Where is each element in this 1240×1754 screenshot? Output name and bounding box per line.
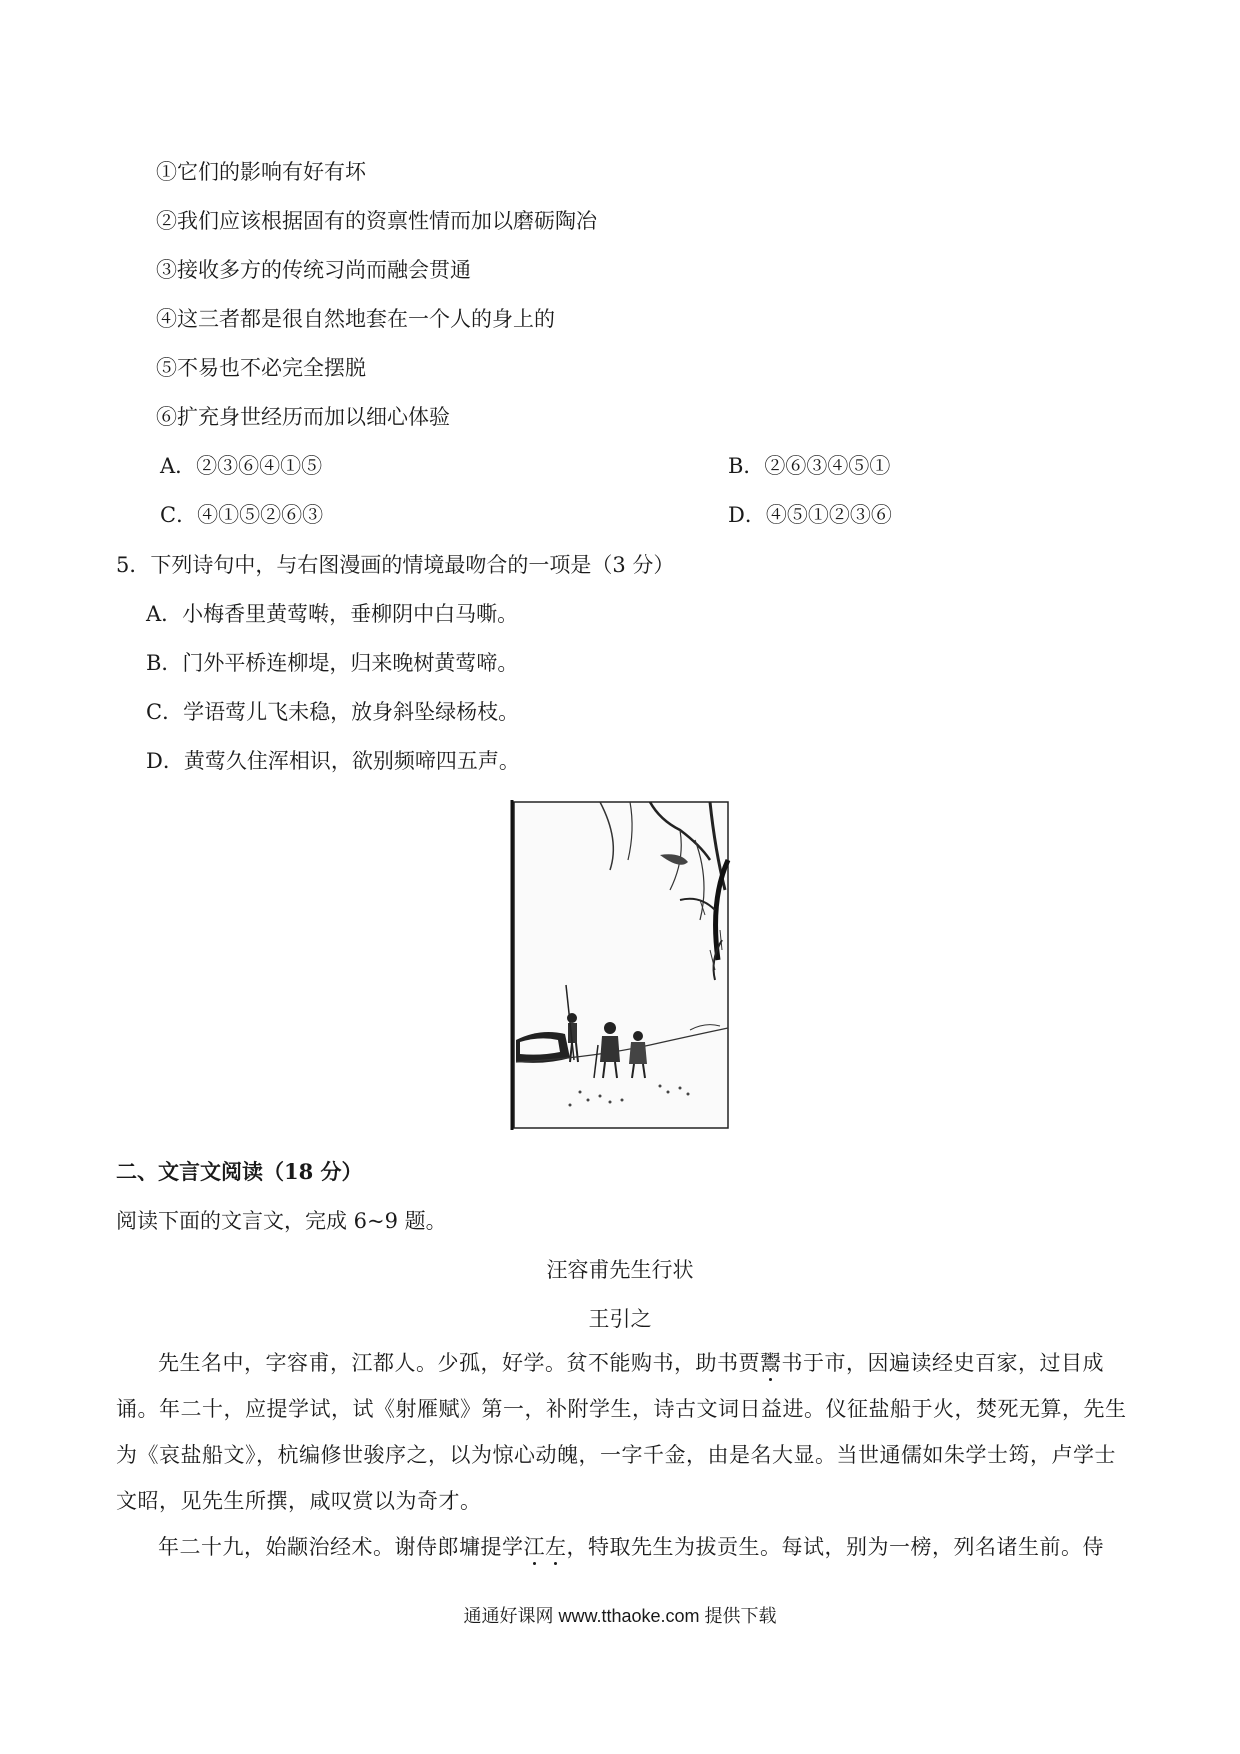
q5-option-c[interactable]: C．学语莺儿飞未稳，放身斜坠绿杨枝。 xyxy=(146,700,520,724)
footer-source: 通通好课网 www.tthaoke.com 提供下载 xyxy=(463,1606,777,1626)
passage-text: 年二十九，始颛治经术。谢侍郎墉提学 xyxy=(158,1535,524,1559)
sentence-item-3: ③接收多方的传统习尚而融会贯通 xyxy=(156,258,471,282)
passage-text: 书于市，因遍读经史百家，过目成诵。年二十，应提学试，试《射雁赋》第一，补附学生，诗古文词日益进。仪征盐船于火，焚死无算，先生为《哀盐船文》，杭编修世骏序之，以为惊心动魄，一字千金，由是名大显。当世通儒如朱学士筠，卢学士文昭，见先生所撰，咸叹赏以为奇才。 xyxy=(116,1351,1127,1513)
sentence-item-4: ④这三者都是很自然地套在一个人的身上的 xyxy=(156,307,555,331)
q5-option-b[interactable]: B．门外平桥连柳堤，归来晚树黄莺啼。 xyxy=(146,651,519,675)
comic-illustration xyxy=(510,800,732,1130)
passage-paragraph-2 xyxy=(116,1524,1134,1570)
q5-stem: 5．下列诗句中，与右图漫画的情境最吻合的一项是（3 分） xyxy=(116,553,675,577)
q4-option-b[interactable]: B．②⑥③④⑤① xyxy=(728,454,891,478)
dotted-char: 左 xyxy=(545,1535,567,1559)
q5-option-d[interactable]: D．黄莺久住浑相识，欲别频啼四五声。 xyxy=(146,749,520,773)
passage-text: 先生名中，字容甫，江都人。少孤，好学。贫不能购书，助书贾 xyxy=(158,1351,760,1375)
sentence-item-6: ⑥扩充身世经历而加以细心体验 xyxy=(156,405,450,429)
dotted-char: 鬻 xyxy=(760,1351,782,1375)
sentence-item-2: ②我们应该根据固有的资禀性情而加以磨砺陶冶 xyxy=(156,209,597,233)
sentence-item-5: ⑤不易也不必完全摆脱 xyxy=(156,356,366,380)
section-instruction: 阅读下面的文言文，完成 6~9 题。 xyxy=(116,1209,447,1233)
dotted-char: 江 xyxy=(523,1535,545,1559)
passage-text: ，特取先生为拔贡生。每试，别为一榜，列名诸生前。侍 xyxy=(566,1535,1104,1559)
passage-title: 汪容甫先生行状 xyxy=(546,1258,694,1282)
passage-author: 王引之 xyxy=(588,1307,652,1331)
q4-option-d[interactable]: D．④⑤①②③⑥ xyxy=(728,503,892,527)
q4-option-c[interactable]: C．④①⑤②⑥③ xyxy=(160,503,324,527)
sentence-item-1: ①它们的影响有好有坏 xyxy=(156,160,366,184)
q5-option-a[interactable]: A．小梅香里黄莺啭，垂柳阴中白马嘶。 xyxy=(146,602,519,626)
section-heading: 二、文言文阅读（18 分） xyxy=(116,1159,363,1184)
passage-paragraph-1 xyxy=(116,1340,1134,1524)
q4-option-a[interactable]: A．②③⑥④①⑤ xyxy=(160,454,323,478)
